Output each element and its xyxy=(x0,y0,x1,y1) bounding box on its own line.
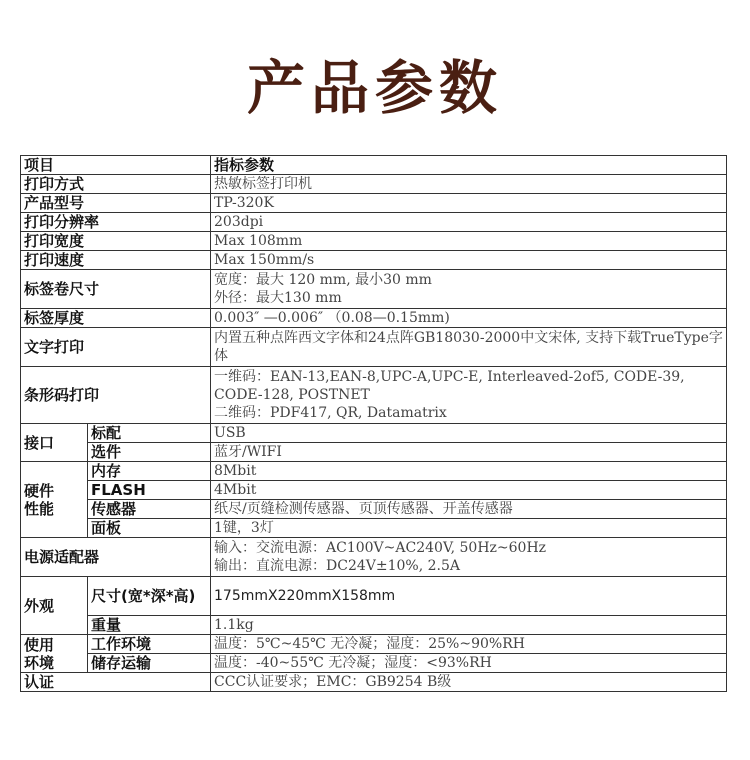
table-row xyxy=(21,156,727,175)
row-label: 打印分辨率 xyxy=(21,213,211,232)
table-row xyxy=(21,519,727,538)
row-value xyxy=(211,367,727,424)
row-value: Max 150mm/s xyxy=(211,251,727,270)
row-value: 热敏标签打印机 xyxy=(211,175,727,194)
row-label: 尺寸(宽*深*高) xyxy=(88,577,211,616)
row-label: 打印宽度 xyxy=(21,232,211,251)
row-label: 产品型号 xyxy=(21,194,211,213)
table-row xyxy=(21,194,727,213)
table-row xyxy=(21,232,727,251)
row-label: 标签厚度 xyxy=(21,309,211,328)
header-value-label: 指标参数 xyxy=(211,156,727,175)
row-value: 203dpi xyxy=(211,213,727,232)
row-label: 电源适配器 xyxy=(21,538,211,577)
row-label: 工作环境 xyxy=(88,635,211,654)
group-label-line: 环境 xyxy=(24,653,55,672)
table-row xyxy=(21,616,727,635)
table-row xyxy=(21,367,727,424)
header-item-label: 项目 xyxy=(21,156,211,175)
row-value: 0.003″ —0.006″ （0.08—0.15mm) xyxy=(211,309,727,328)
value-line: 一维码：EAN-13,EAN-8,UPC-A,UPC-E, Interleaved-2of5, CODE-39, CODE-128, POSTNET xyxy=(214,369,685,403)
row-label: FLASH xyxy=(88,481,211,500)
table-row xyxy=(21,424,727,443)
row-value: USB xyxy=(211,424,727,443)
table-row xyxy=(21,175,727,194)
group-label xyxy=(21,635,88,673)
row-value: 8Mbit xyxy=(211,462,727,481)
value-line: 输入：交流电源：AC100V~AC240V, 50Hz~60Hz xyxy=(214,540,547,556)
table-row xyxy=(21,309,727,328)
row-label: 标配 xyxy=(88,424,211,443)
table-row xyxy=(21,538,727,577)
table-row xyxy=(21,213,727,232)
row-label: 储存运输 xyxy=(88,654,211,673)
row-label: 选件 xyxy=(88,443,211,462)
row-value: TP-320K xyxy=(211,194,727,213)
row-value: 175mmX220mmX158mm xyxy=(211,577,727,616)
row-value: Max 108mm xyxy=(211,232,727,251)
table-row xyxy=(21,462,727,481)
spec-table xyxy=(20,155,727,692)
row-label: 传感器 xyxy=(88,500,211,519)
table-row xyxy=(21,500,727,519)
row-label: 打印速度 xyxy=(21,251,211,270)
value-line: 输出：直流电源：DC24V±10%, 2.5A xyxy=(214,558,460,574)
row-label: 标签卷尺寸 xyxy=(21,270,211,309)
row-value: 温度：-40~55℃ 无冷凝；湿度：<93%RH xyxy=(211,654,727,673)
group-label-line: 使用 xyxy=(24,635,55,654)
table-row xyxy=(21,635,727,654)
table-row xyxy=(21,577,727,616)
row-value xyxy=(211,538,727,577)
row-value: 1.1kg xyxy=(211,616,727,635)
row-label: 面板 xyxy=(88,519,211,538)
table-row xyxy=(21,673,727,692)
row-value xyxy=(211,270,727,309)
group-label: 外观 xyxy=(21,577,88,635)
table-row xyxy=(21,251,727,270)
row-label: 认证 xyxy=(21,673,211,692)
value-line: 外径：最大130 mm xyxy=(214,290,342,306)
row-value: 蓝牙/WIFI xyxy=(211,443,727,462)
table-row xyxy=(21,654,727,673)
table-row xyxy=(21,481,727,500)
value-line: 宽度：最大 120 mm, 最小30 mm xyxy=(214,272,432,288)
row-label: 条形码打印 xyxy=(21,367,211,424)
row-value: 纸尽/页缝检测传感器、页顶传感器、开盖传感器 xyxy=(211,500,727,519)
row-value: CCC认证要求；EMC：GB9254 B级 xyxy=(211,673,727,692)
value-line: 二维码：PDF417, QR, Datamatrix xyxy=(214,405,447,421)
page-title: 产品参数 xyxy=(246,54,503,122)
row-value: 温度：5℃~45℃ 无冷凝；湿度：25%~90%RH xyxy=(211,635,727,654)
row-label: 重量 xyxy=(88,616,211,635)
table-row xyxy=(21,270,727,309)
row-label: 文字打印 xyxy=(21,328,211,367)
group-label: 接口 xyxy=(21,424,88,462)
row-value: 4Mbit xyxy=(211,481,727,500)
group-label-line: 硬件 xyxy=(24,481,55,500)
group-label-line: 性能 xyxy=(24,499,55,518)
table-row xyxy=(21,443,727,462)
row-value: 内置五种点阵西文字体和24点阵GB18030-2000中文宋体, 支持下载TrueType字体 xyxy=(211,328,727,367)
row-value: 1键，3灯 xyxy=(211,519,727,538)
row-label: 内存 xyxy=(88,462,211,481)
group-label xyxy=(21,462,88,538)
table-row xyxy=(21,328,727,367)
row-label: 打印方式 xyxy=(21,175,211,194)
